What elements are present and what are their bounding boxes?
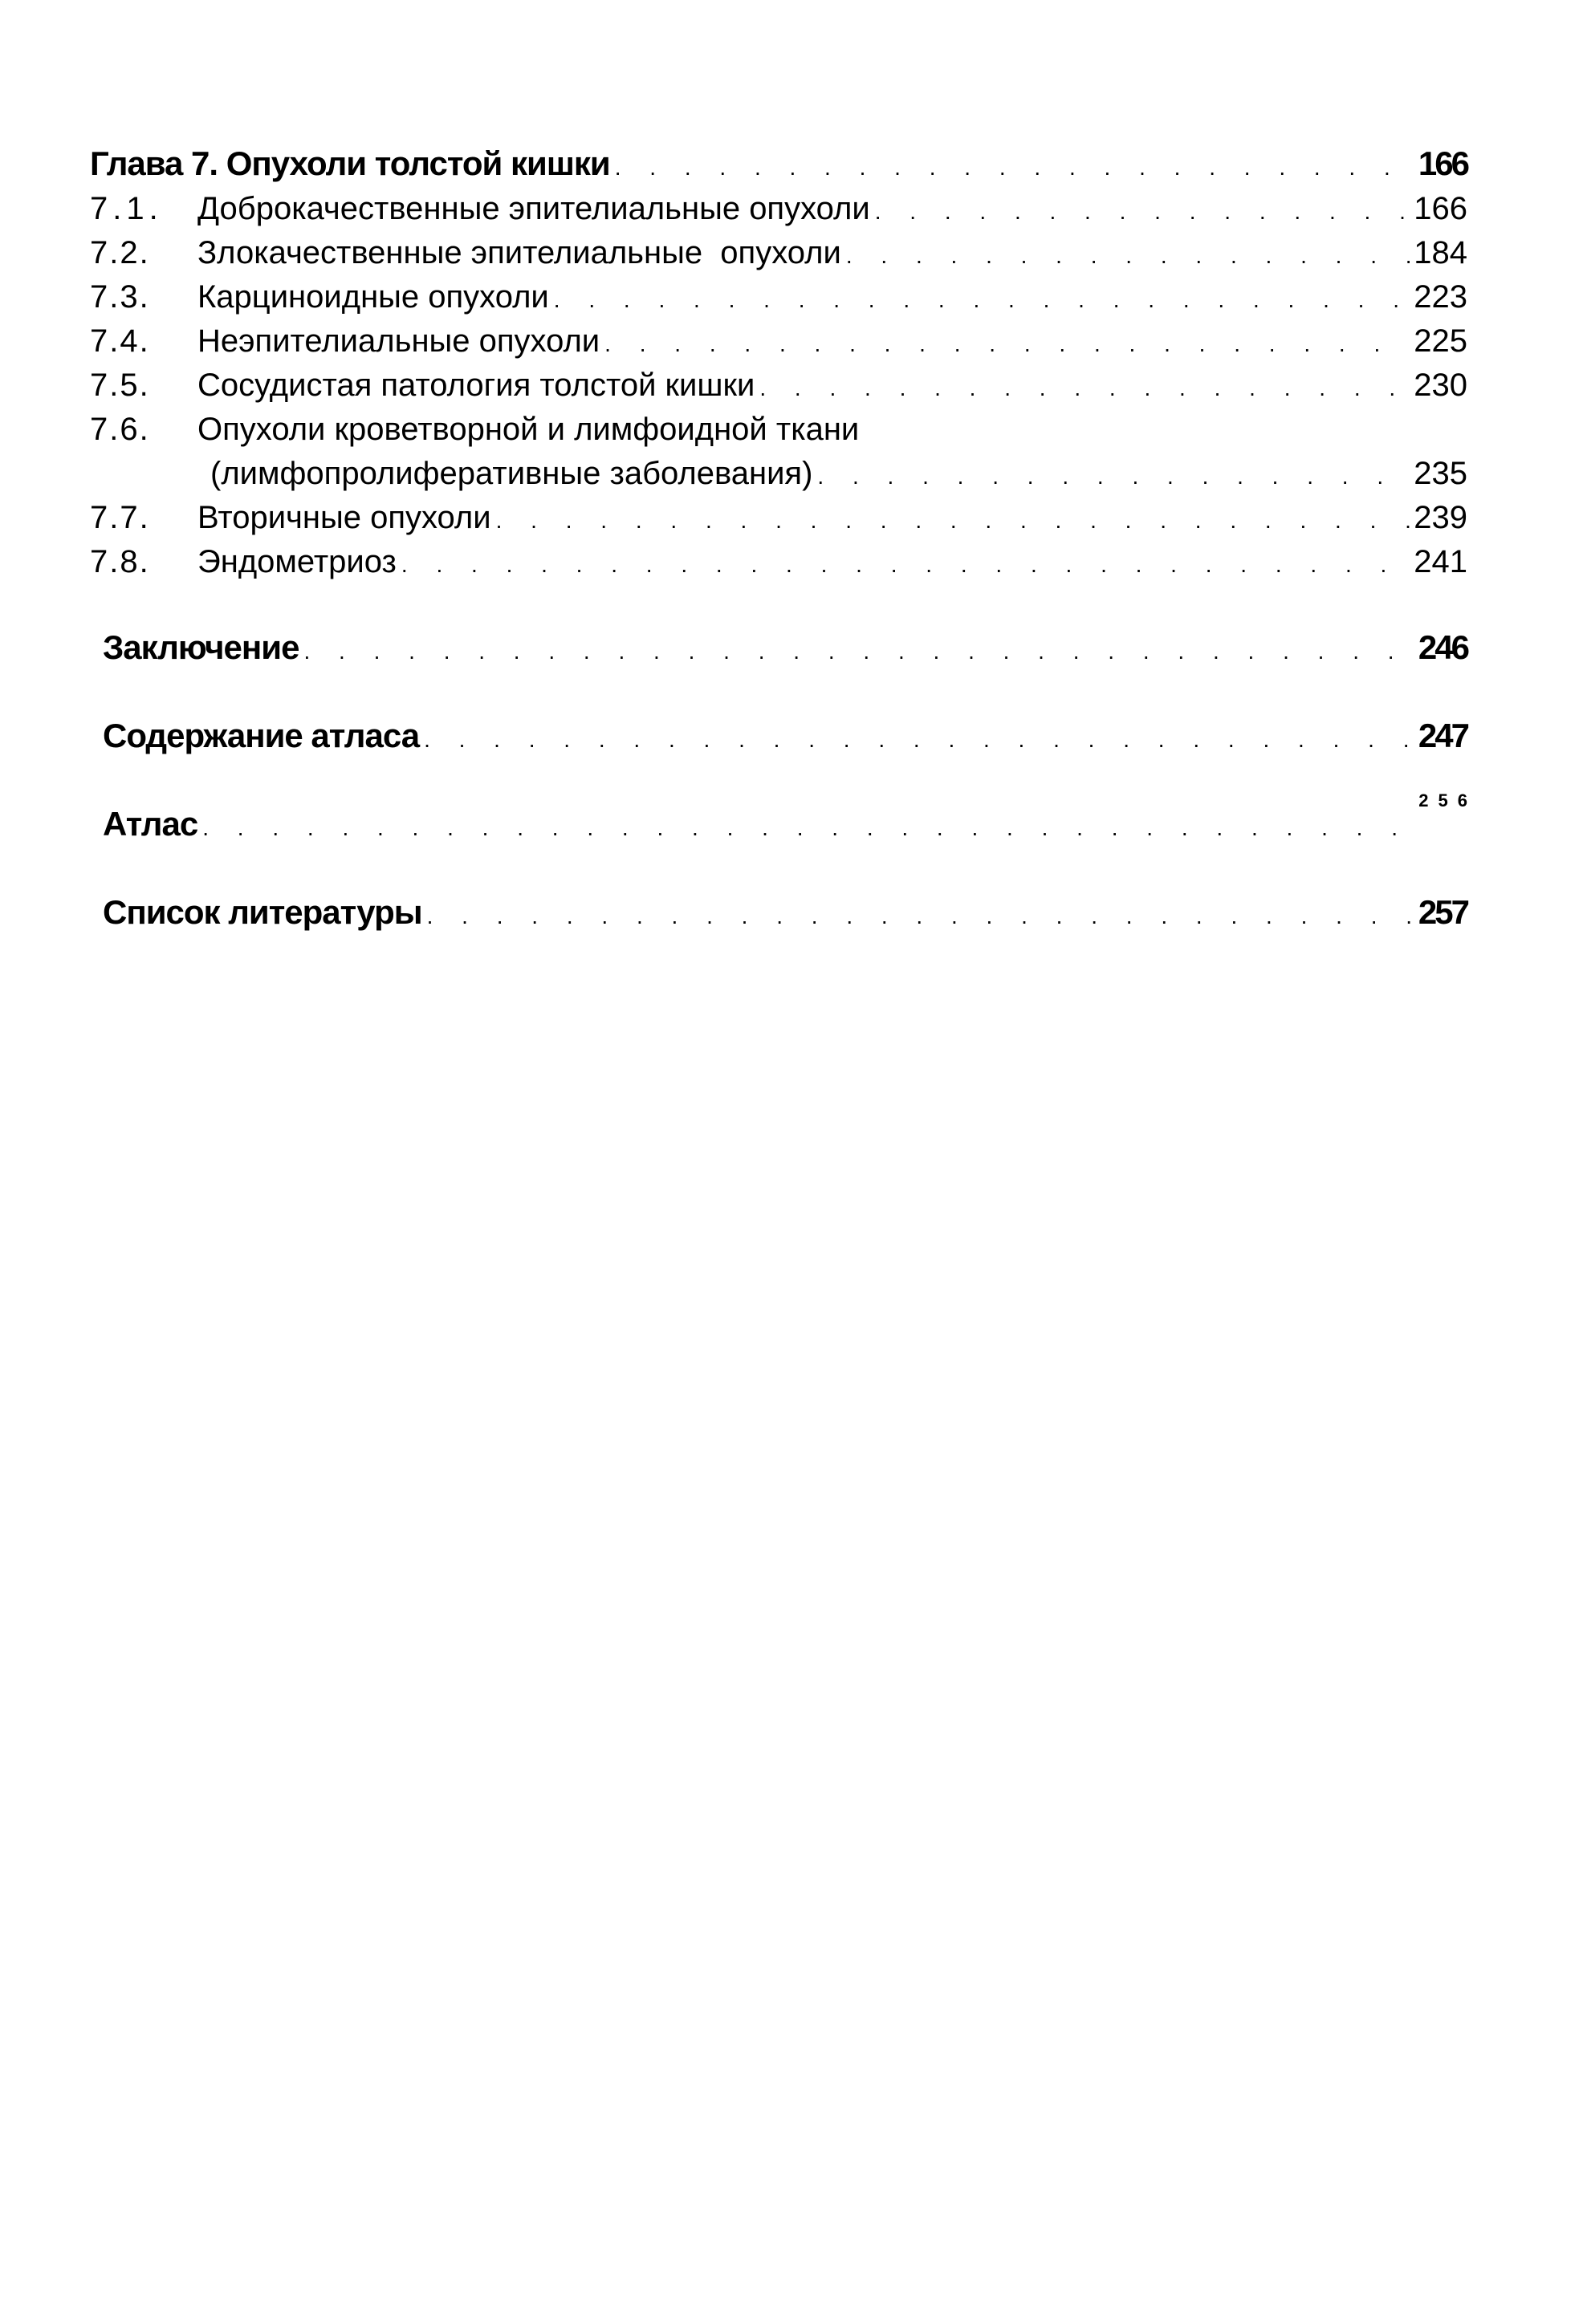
toc-item-7-6[interactable]	[90, 412, 1467, 456]
dot-leader	[759, 376, 1410, 401]
item-number: 7.3.	[90, 279, 150, 315]
section-title: Атлас	[103, 805, 198, 843]
spacer	[90, 675, 1467, 717]
dot-leader	[554, 287, 1410, 313]
dot-leader	[427, 904, 1415, 929]
section-title: Содержание атласа	[103, 717, 420, 754]
item-title: Неэпителиальные опухоли	[197, 323, 600, 359]
item-number: 7.2.	[90, 235, 150, 270]
item-title: Эндометриоз	[197, 544, 397, 579]
spacer	[90, 851, 1467, 893]
section-page-number: 246	[1418, 628, 1467, 666]
toc-item-7-4[interactable]	[90, 323, 1467, 368]
dot-leader	[303, 639, 1414, 664]
section-page-number: 257	[1418, 893, 1467, 931]
item-page-number: 230	[1414, 368, 1467, 403]
dot-leader	[604, 331, 1410, 357]
item-number: 7.5.	[90, 368, 150, 403]
item-title: Карциноидные опухоли	[197, 279, 549, 315]
item-title: Доброкачественные эпителиальные опухоли	[197, 191, 870, 226]
item-page-number: 235	[1414, 456, 1467, 491]
toc-item-7-6-continued[interactable]	[90, 456, 1467, 500]
table-of-contents	[90, 144, 1477, 940]
toc-item-7-8[interactable]	[90, 544, 1467, 588]
item-title: Опухоли кроветворной и лимфоидной ткани	[197, 412, 860, 447]
spacer	[90, 588, 1467, 628]
dot-leader	[817, 464, 1410, 490]
item-title: Злокачественные эпителиальные опухоли	[197, 235, 841, 270]
item-number: 7.4.	[90, 323, 150, 359]
section-page-number: 247	[1418, 717, 1467, 754]
item-page-number: 184	[1414, 235, 1467, 270]
item-number: 7.7.	[90, 500, 150, 535]
dot-leader	[615, 155, 1415, 181]
item-page-number: 166	[1414, 191, 1467, 226]
item-page-number: 239	[1414, 500, 1467, 535]
toc-item-7-2[interactable]	[90, 235, 1467, 279]
chapter-page-number: 166	[1418, 144, 1467, 182]
item-page-number: 223	[1414, 279, 1467, 315]
item-number: 7.1.	[90, 191, 163, 226]
spacer	[90, 763, 1467, 805]
item-page-number: 241	[1414, 544, 1467, 579]
toc-section-references[interactable]	[103, 893, 1467, 940]
toc-section-atlas-contents[interactable]	[103, 717, 1467, 763]
item-title-continued: (лимфопролиферативные заболевания)	[210, 456, 813, 491]
section-page-number: 256	[1418, 790, 1477, 811]
toc-section-atlas[interactable]	[103, 790, 1477, 851]
dot-leader	[875, 199, 1411, 225]
item-number: 7.6.	[90, 412, 150, 447]
dot-leader	[401, 552, 1410, 578]
section-title: Заключение	[103, 628, 299, 666]
toc-item-7-1[interactable]	[90, 191, 1467, 235]
item-title: Сосудистая патология толстой кишки	[197, 368, 755, 403]
section-title: Список литературы	[103, 893, 422, 931]
chapter-title: Глава 7. Опухоли толстой кишки	[90, 144, 610, 182]
item-page-number: 225	[1414, 323, 1467, 359]
item-title: Вторичные опухоли	[197, 500, 491, 535]
toc-item-7-3[interactable]	[90, 279, 1467, 323]
dot-leader	[496, 508, 1411, 534]
item-number: 7.8.	[90, 544, 150, 579]
toc-item-7-7[interactable]	[90, 500, 1467, 544]
toc-section-conclusion[interactable]	[103, 628, 1467, 675]
dot-leader	[846, 243, 1410, 269]
dot-leader	[424, 727, 1415, 753]
dot-leader	[202, 815, 1415, 841]
toc-chapter-7[interactable]	[90, 144, 1467, 191]
toc-item-7-5[interactable]	[90, 368, 1467, 412]
